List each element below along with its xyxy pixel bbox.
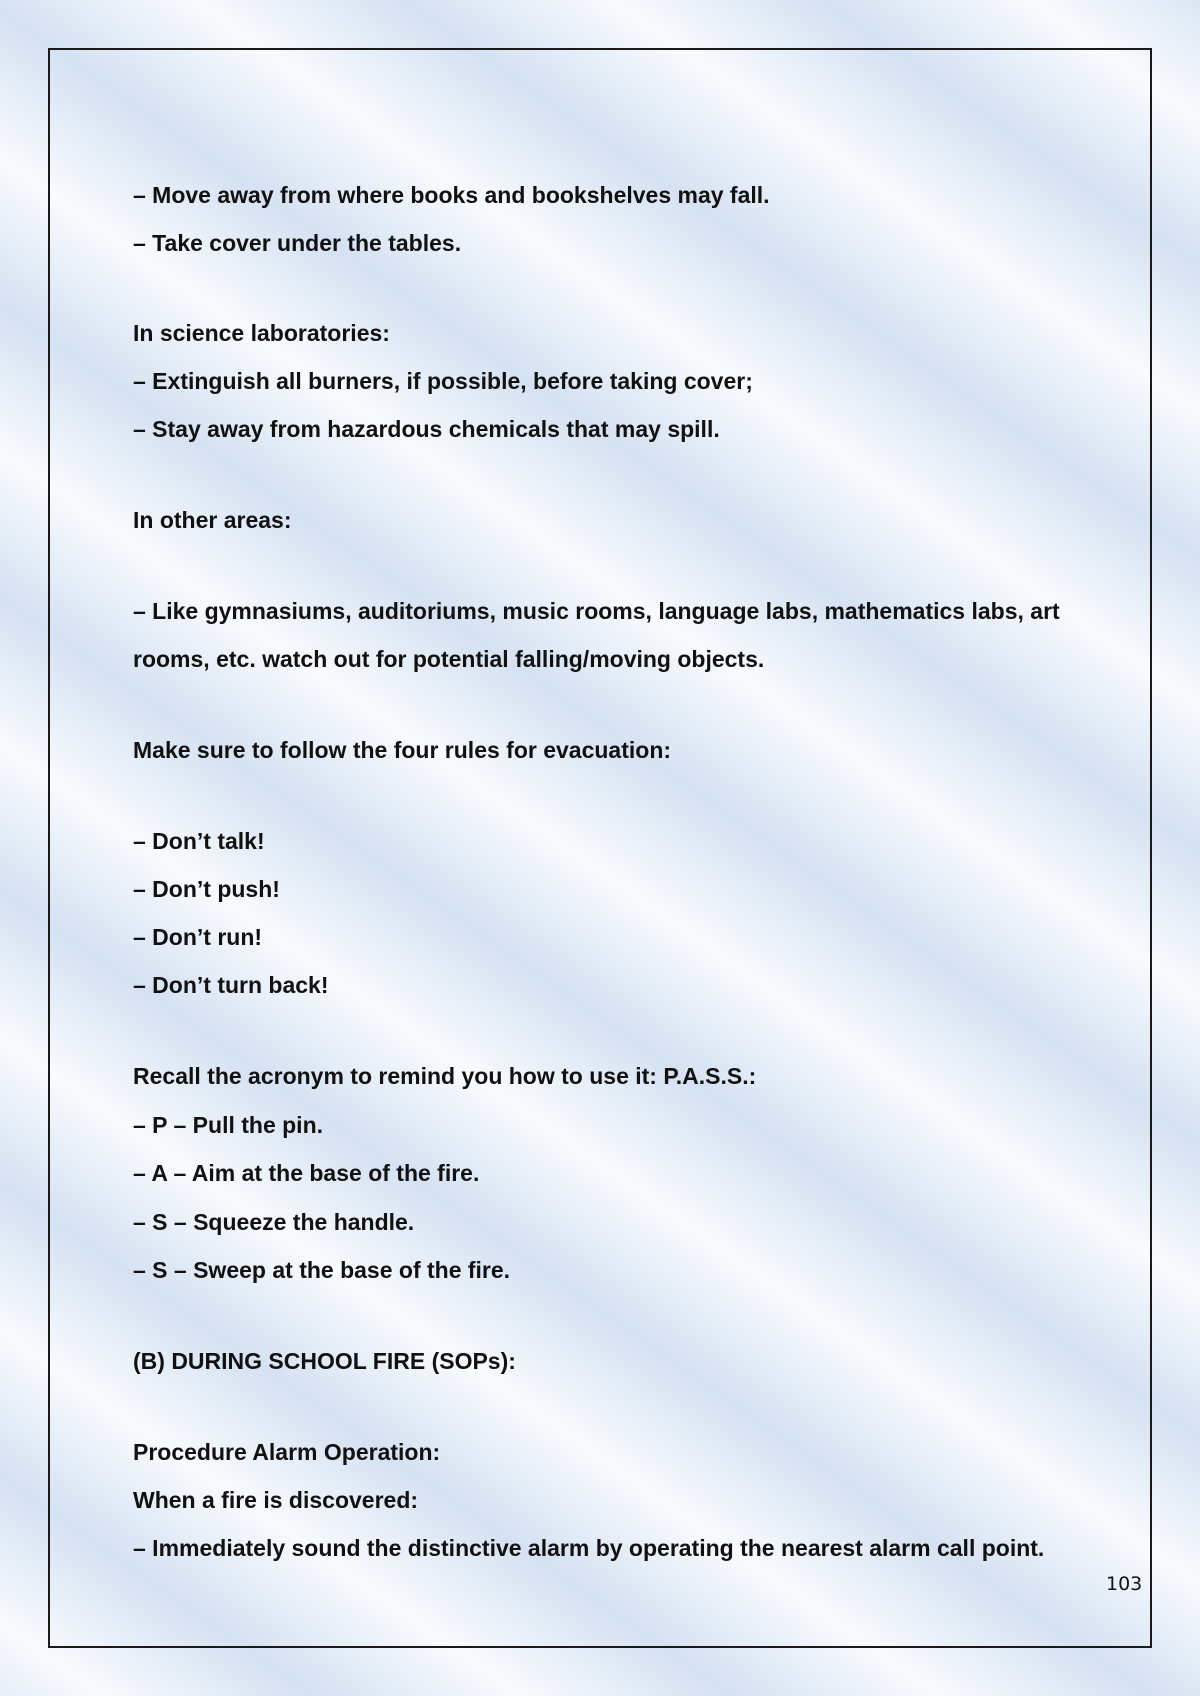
- bullet-sound-alarm: – Immediately sound the distinctive alarm by operating the nearest alarm call point.: [133, 1535, 1045, 1561]
- bullet-take-cover: – Take cover under the tables.: [133, 230, 462, 256]
- rule-dont-turn-back: – Don’t turn back!: [133, 972, 329, 998]
- bullet-books: – Move away from where books and bookshelves may fall.: [133, 182, 770, 208]
- rule-dont-run: – Don’t run!: [133, 924, 263, 950]
- heading-school-fire: (B) DURING SCHOOL FIRE (SOPs):: [133, 1348, 516, 1374]
- bullet-other-areas-line2: rooms, etc. watch out for potential falling/moving objects.: [133, 646, 765, 672]
- heading-fire-discovered: When a fire is discovered:: [133, 1487, 419, 1513]
- heading-other-areas: In other areas:: [133, 507, 292, 533]
- rule-dont-push: – Don’t push!: [133, 876, 280, 902]
- pass-aim: – A – Aim at the base of the fire.: [133, 1160, 480, 1186]
- bullet-hazardous-chemicals: – Stay away from hazardous chemicals that may spill.: [133, 416, 720, 442]
- pass-squeeze: – S – Squeeze the handle.: [133, 1209, 415, 1235]
- heading-alarm-operation: Procedure Alarm Operation:: [133, 1439, 441, 1465]
- pass-sweep: – S – Sweep at the base of the fire.: [133, 1257, 511, 1283]
- heading-pass-acronym: Recall the acronym to remind you how to use it: P.A.S.S.:: [133, 1063, 757, 1089]
- page-number: 103: [1106, 1573, 1143, 1595]
- heading-science-labs: In science laboratories:: [133, 320, 390, 346]
- rule-dont-talk: – Don’t talk!: [133, 828, 265, 854]
- bullet-extinguish-burners: – Extinguish all burners, if possible, before taking cover;: [133, 368, 753, 394]
- pass-pull-pin: – P – Pull the pin.: [133, 1112, 324, 1138]
- bullet-other-areas-line1: – Like gymnasiums, auditoriums, music rooms, language labs, mathematics labs, art: [133, 598, 1060, 624]
- heading-evacuation-rules: Make sure to follow the four rules for evacuation:: [133, 737, 672, 763]
